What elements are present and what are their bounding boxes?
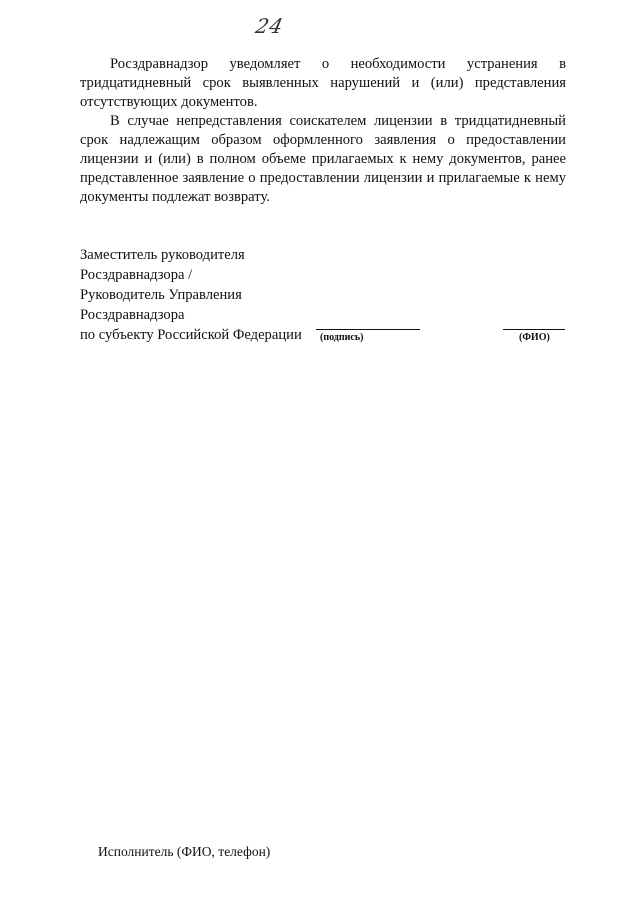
paragraph-return-condition: В случае непредставления соискателем лицензии в тридцатидневный срок надлежащим образом оформленного заявления о предоставлении лицензии и (или) в полном объеме прилагаемых к нему документов, ранее представленное заявление о предоставлении лицензии и прилагаемые к нему документы подлежат возврату. [80, 113, 566, 205]
signatory-title-line-3: Руководитель Управления [80, 287, 242, 303]
signature-caption: (подпись) [320, 332, 364, 343]
page-number: 24 [253, 14, 287, 38]
body-text [80, 55, 566, 207]
executor-line: Исполнитель (ФИО, телефон) [98, 844, 271, 859]
paragraph-notice: Росздравнадзор уведомляет о необходимости устранения в тридцатидневный срок выявленных нарушений и (или) представления отсутствующих документов. [80, 56, 566, 110]
signatory-title-line-5: по субъекту Российской Федерации [80, 327, 302, 343]
fio-caption: (ФИО) [519, 332, 550, 343]
signature-line [316, 329, 420, 330]
signature-block [80, 245, 570, 345]
fio-line [503, 329, 565, 330]
signatory-title-line-1: Заместитель руководителя [80, 247, 245, 263]
signatory-title-line-4: Росздравнадзора [80, 307, 185, 323]
signatory-title-line-2: Росздравнадзора / [80, 267, 193, 283]
